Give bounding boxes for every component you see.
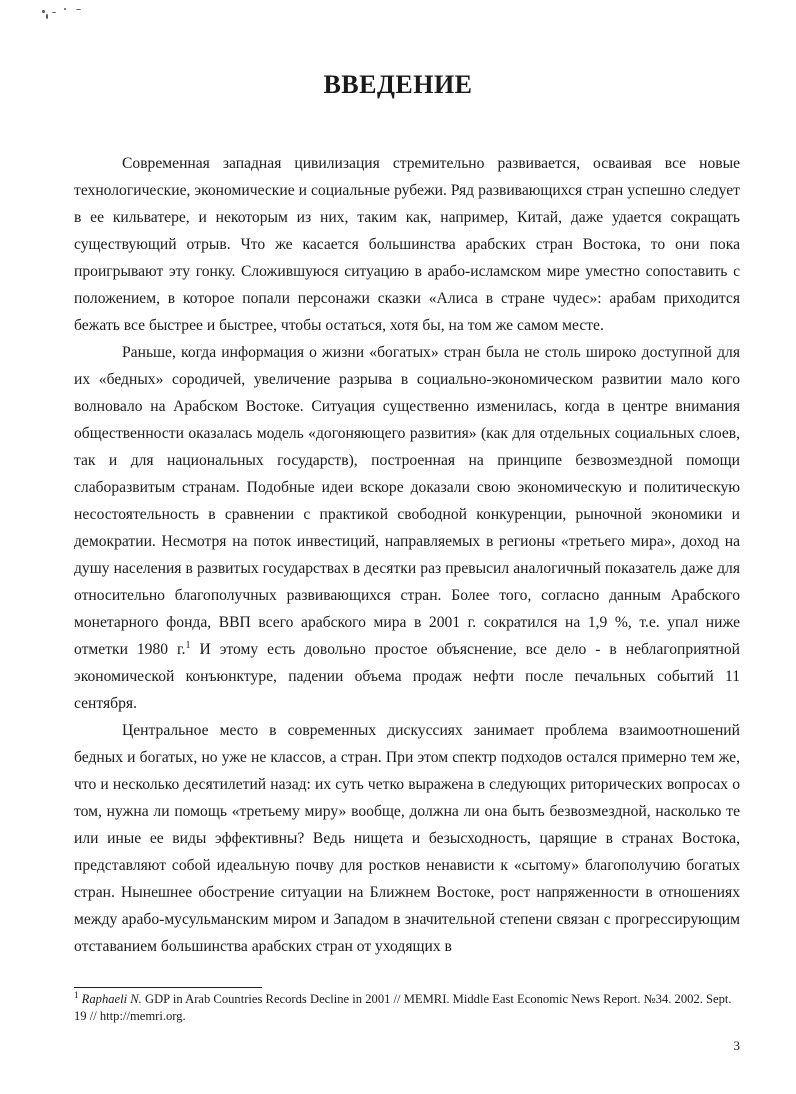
paragraph-2-text: Раньше, когда информация о жизни «богатых» стран была не столь широко доступной для их «бедных» сородичей, увеличение разрыва в социально-экономическом развитии мало кого волновало на Арабском Востоке. Ситуация существенно изменилась, когда в центре внимания общественности оказалась модель «догоняющего развития» (как для отдельных социальных слоев, так и для национальных государств), построенная на принципе безвозмездной помощи слаборазвитым странам. Подобные идеи вскоре доказали свою экономическую и политическую несостоятельность в сравнении с практикой свободной конкуренции, рыночной экономики и демократии. Несмотря на поток инвестиций, направляемых в регионы «третьего мира», доход на душу населения в развитых государствах в десятки раз превысил аналогичный показатель даже для относительно благополучных развивающихся стран. Более того, согласно данным Арабского монетарного фонда, ВВП всего арабского мира в 2001 г. сократился на 1,9 %, т.е. упал ниже отметки 1980 г. (74, 344, 740, 658)
paragraph-1 (74, 150, 740, 339)
paragraph-2-continuation: И этому есть довольно простое объяснение, все дело - в неблагоприятной экономической конъюнктуре, падении объема продаж нефти после печальных событий 11 сентября. (74, 641, 741, 712)
paragraph-1-text: Современная западная цивилизация стремительно развивается, осваивая все новые технологические, экономические и социальные рубежи. Ряд развивающихся стран успешно следует в ее кильватере, и некоторым из них, таким как, например, Китай, даже удается сокращать существующий отрыв. Что же касается большинства арабских стран Востока, то они пока проигрывают эту гонку. Сложившуюся ситуацию в арабо-исламском мире уместно сопоставить с положением, в которое попали персонажи сказки «Алиса в стране чудес»: арабам приходится бежать все быстрее и быстрее, чтобы остаться, хотя бы, на том же самом месте. (74, 155, 740, 334)
scan-artifact (34, 4, 94, 28)
body-text (74, 150, 740, 960)
paragraph-3-text: Центральное место в современных дискуссиях занимает проблема взаимоотношений бедных и богатых, но уже не классов, а стран. При этом спектр подходов остался примерно тем же, что и несколько десятилетий назад: их суть четко выражена в следующих риторических вопросах о том, нужна ли помощь «третьему миру» вообще, должна ли она быть безвозмездной, насколько те или иные ее виды эффективны? Ведь нищета и безысходность, царящие в странах Востока, представляют собой идеальную почву для ростков ненависти к «сытому» благополучию богатых стран. Нынешнее обострение ситуации на Ближнем Востоке, рост напряженности в отношениях между арабо-мусульманским миром и Западом в значительной степени связан с прогрессирующим отставанием большинства арабских стран от уходящих в (74, 722, 740, 955)
footnote-separator (74, 987, 262, 988)
footnote-reference: 1 (185, 639, 191, 651)
footnote-mark: 1 (74, 989, 79, 1000)
footnote-text: GDP in Arab Countries Records Decline in 2001 // MEMRI. Middle East Economic News Report. №34. 2002. Sept. 19 // http://memri.org. (74, 992, 732, 1023)
footnote-author: Raphaeli N. (81, 992, 142, 1006)
paragraph-2 (74, 339, 740, 717)
footnote (74, 991, 740, 1025)
page-number: 3 (733, 1038, 740, 1053)
chapter-title: ВВЕДЕНИЕ (323, 70, 473, 99)
paragraph-3 (74, 717, 740, 960)
